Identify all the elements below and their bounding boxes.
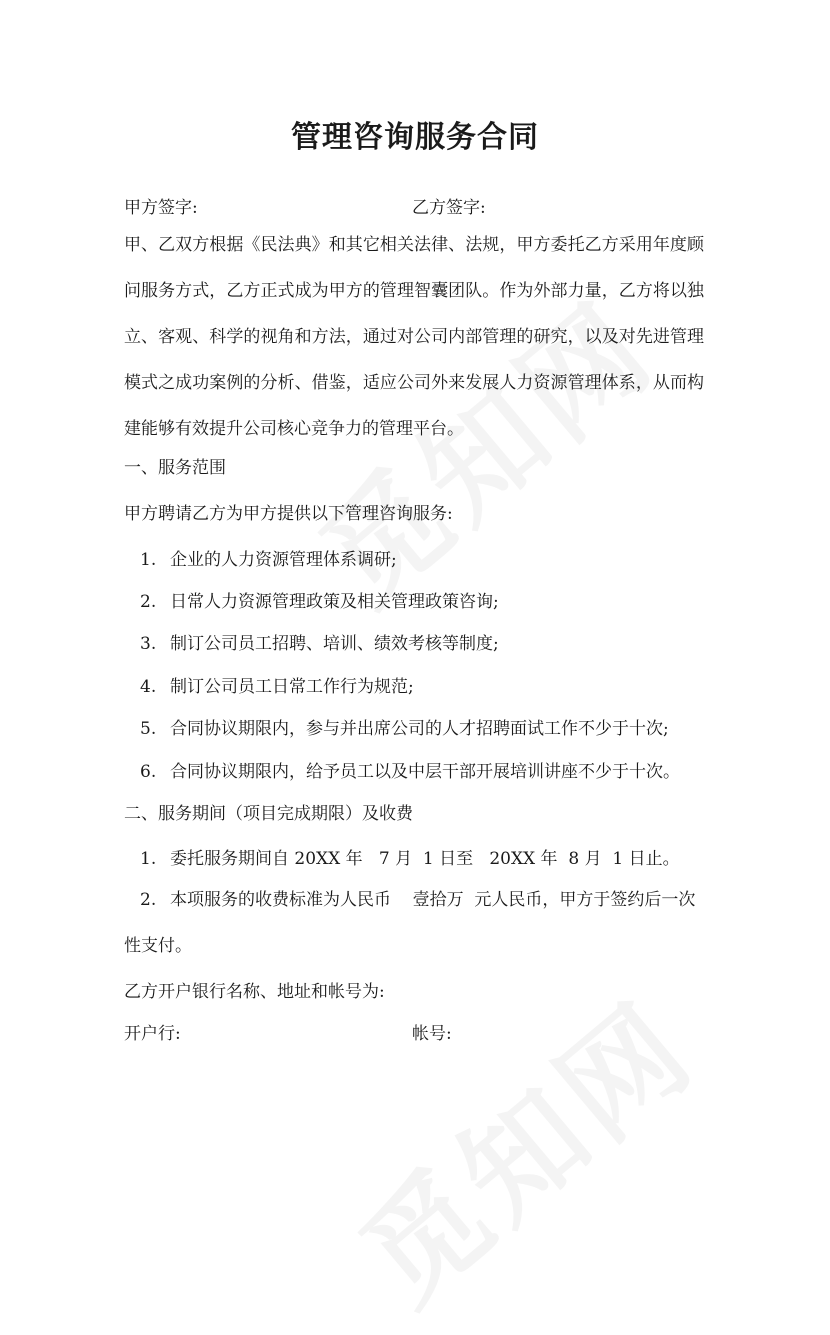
- list-item: [140, 548, 397, 572]
- list-item-text: 企业的人力资源管理体系调研;: [170, 550, 397, 570]
- list-item: [140, 590, 499, 614]
- list-item-wrapped: [124, 877, 698, 969]
- watermark-bottom: [320, 957, 725, 1335]
- account-number-label: 帐号:: [412, 1024, 452, 1044]
- list-item-text: 委托服务期间自 20XX 年 7 月 1 日至 20XX 年 8 月 1 日止。: [170, 849, 680, 869]
- list-item: [140, 847, 680, 871]
- list-item: [140, 717, 669, 741]
- list-item-number: 1.: [140, 849, 157, 869]
- document-title: 管理咨询服务合同: [291, 120, 539, 155]
- section1-lead: 甲方聘请乙方为甲方提供以下管理咨询服务:: [124, 504, 453, 524]
- list-item-number: 3.: [140, 634, 157, 654]
- bank-name-label: 开户行:: [124, 1024, 181, 1044]
- list-item-number: 6.: [140, 762, 157, 782]
- list-item-text: 日常人力资源管理政策及相关管理政策咨询;: [170, 592, 499, 612]
- section2-heading: 二、服务期间（项目完成期限）及收费: [124, 804, 413, 824]
- bank-info-label: 乙方开户银行名称、地址和帐号为:: [124, 982, 385, 1002]
- list-item-text: 制订公司员工招聘、培训、绩效考核等制度;: [170, 634, 499, 654]
- list-item-text: 合同协议期限内，参与并出席公司的人才招聘面试工作不少于十次;: [170, 719, 669, 739]
- list-item-number: 2.: [140, 890, 157, 910]
- list-item-text: 本项服务的收费标准为人民币 壹拾万 元人民币，甲方于签约后一次性支付。: [124, 890, 696, 956]
- list-item-number: 4.: [140, 677, 157, 697]
- list-item-text: 制订公司员工日常工作行为规范;: [170, 677, 414, 697]
- section1-heading: 一、服务范围: [124, 458, 226, 478]
- list-item: [140, 760, 680, 784]
- list-item-number: 2.: [140, 592, 157, 612]
- list-item-number: 5.: [140, 719, 157, 739]
- party-a-signature-label: 甲方签字:: [124, 198, 198, 218]
- party-b-signature-label: 乙方签字:: [412, 198, 486, 218]
- list-item: [140, 675, 414, 699]
- list-item: [140, 632, 499, 656]
- list-item-text: 合同协议期限内，给予员工以及中层干部开展培训讲座不少于十次。: [170, 762, 680, 782]
- list-item-number: 1.: [140, 550, 157, 570]
- intro-paragraph: 甲、乙双方根据《民法典》和其它相关法律、法规，甲方委托乙方采用年度顾问服务方式，乙方正式成为甲方的管理智囊团队。作为外部力量，乙方将以独立、客观、科学的视角和方法，通过对公司内部管理的研究，以及对先进管理模式之成功案例的分析、借鉴，适应公司外来发展人力资源管理体系，从而构建能够有效提升公司核心竞争力的管理平台。: [124, 235, 704, 439]
